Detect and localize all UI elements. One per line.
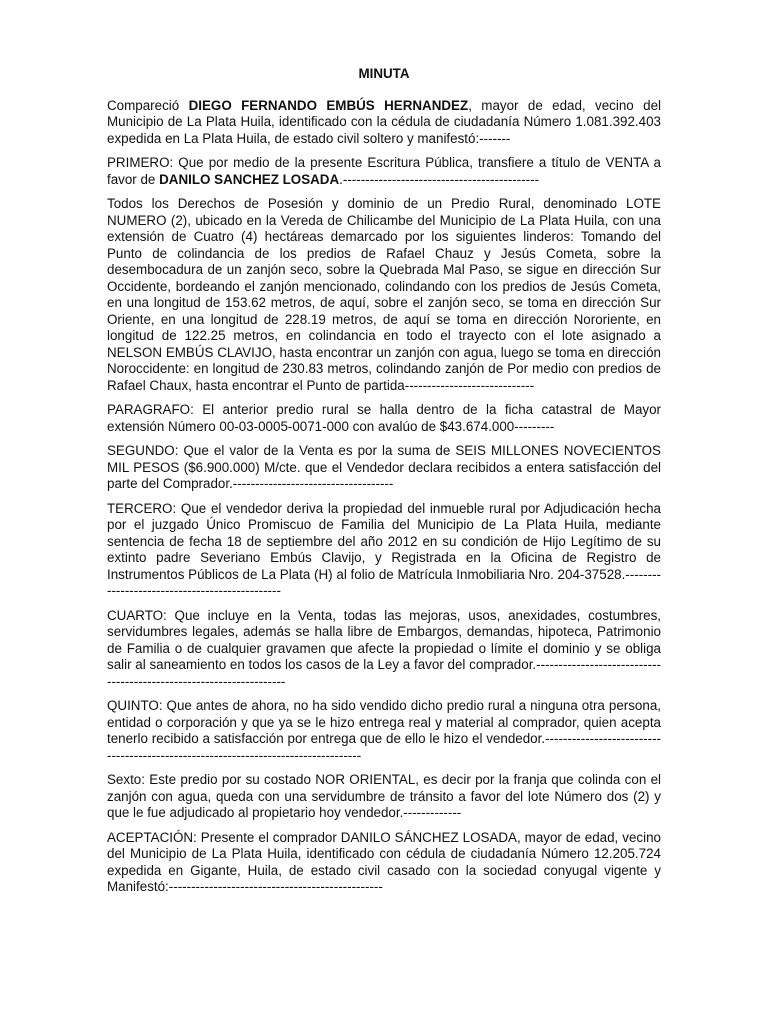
comparecio-pre: Compareció [107, 97, 189, 113]
paragraph-segundo: SEGUNDO: Que el valor de la Venta es por la suma de SEIS MILLONES NOVECIENTOS MIL PESOS ($6.900.000) M/cte. que el Vendedor declara recibidos a entera satisfacción del parte del Comprador.------------------------------------ [107, 443, 661, 491]
primero-pre: PRIMERO: Que por medio de la presente Escritura Pública, transfiere a título de VENTA a favor de [107, 155, 661, 187]
paragraph-tercero: TERCERO: Que el vendedor deriva la propiedad del inmueble rural por Adjudicación hecha por el juzgado Único Promiscuo de Familia del Municipio de La Plata Huila, mediante sentencia de fecha 18 de septiembre del año 2012 en su condición de Hijo Legítimo de su extinto padre Severiano Embús Clavijo, y Registrada en la Oficina de Registro de Instrumentos Públicos de La Plata (H) al folio de Matrícula Inmobiliaria Nro. 204-37528.----------------------------------------------- [107, 500, 661, 598]
paragraph-aceptacion: ACEPTACIÓN: Presente el comprador DANILO SÁNCHEZ LOSADA, mayor de edad, vecino del Municipio de La Plata Huila, identificado con cédula de ciudadanía Número 12.205.724 expedida en Gigante, Huila, de estado civil casado con la sociedad conyugal vigente y Manifestó:------------------------------------------------ [107, 829, 661, 894]
paragraph-quinto: QUINTO: Que antes de ahora, no ha sido vendido dicho predio rural a ninguna otra persona, entidad o corporación y que ya se le hizo entrega real y material al comprador, quien acepta tenerlo recibido a satisfacción por entrega que de ello le hizo el vendedor.----------------------------------------------------------------------------------- [107, 698, 661, 763]
document-page [107, 66, 661, 904]
primero-post: .-------------------------------------------- [339, 171, 540, 187]
paragraph-sexto: Sexto: Este predio por su costado NOR ORIENTAL, es decir por la franja que colinda con el zanjón con agua, queda con una servidumbre de tránsito a favor del lote Número dos (2) y que le fue adjudicado al propietario hoy vendedor.------------- [107, 772, 661, 820]
document-title: MINUTA [358, 66, 410, 81]
buyer-name: DANILO SANCHEZ LOSADA [159, 171, 340, 187]
paragraph-primero [107, 155, 661, 188]
paragraph-cuarto: CUARTO: Que incluye en la Venta, todas las mejoras, usos, anexidades, costumbres, servidumbres legales, además se halla libre de Embargos, demandas, hipoteca, Patrimonio de Familia o de cualquier gravamen que afecte la propiedad o límite el dominio y se obliga salir al saneamiento en todos los casos de la Ley a favor del comprador.-------------------------------------------------------------------- [107, 607, 661, 689]
paragraph-paragrafo: PARAGRAFO: El anterior predio rural se halla dentro de la ficha catastral de Mayor extensión Número 00-03-0005-0071-000 con avalúo de $43.674.000--------- [107, 402, 661, 434]
comparecio-post: , mayor de edad, vecino del Municipio de La Plata Huila, identificado con la cédula de ciudadanía Número 1.081.392.403 expedida en La Plata Huila, de estado civil soltero y manifestó:------- [107, 97, 661, 146]
paragraph-derechos: Todos los Derechos de Posesión y dominio de un Predio Rural, denominado LOTE NUMERO (2), ubicado en la Vereda de Chilicambe del Municipio de La Plata Huila, con una extensión de Cuatro (4) hectáreas demarcado por los siguientes linderos: Tomando del Punto de colindancia de los predios de Rafael Chauz y Jesús Cometa, sobre la desembocadura de un zanjón seco, sobre la Quebrada Mal Paso, se sigue en dirección Sur Occidente, bordeando el zanjón mencionado, colindando con los predios de Jesús Cometa, en una longitud de 153.62 metros, de aquí, sobre el zanjón seco, se toma en dirección Sur Oriente, en una longitud de 228.19 metros, de aquí se toma en dirección Nororiente, en longitud de 122.25 metros, en colindancia en todo el trayecto con el lote asignado a NELSON EMBÚS CLAVIJO, hasta encontrar un zanjón con agua, luego se toma en dirección Noroccidente: en longitud de 230.83 metros, colindando zanjón de Por medio con predios de Rafael Chaux, hasta encontrar el Punto de partida----------------------------- [107, 196, 661, 393]
paragraph-comparecio [107, 98, 661, 148]
seller-name: DIEGO FERNANDO EMBÚS HERNANDEZ [188, 97, 469, 113]
